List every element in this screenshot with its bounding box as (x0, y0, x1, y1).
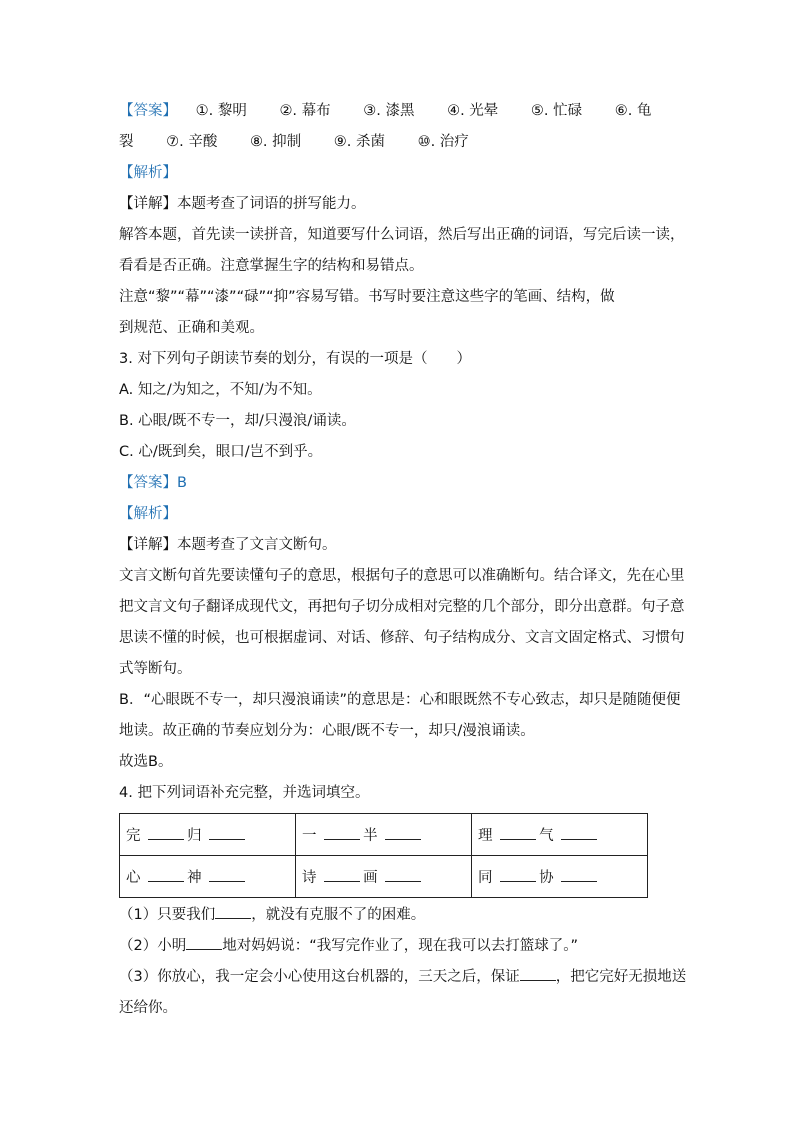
char: 诗 (302, 870, 317, 886)
answer-item: ②. 幕布 (279, 103, 331, 119)
paragraph-line: 解答本题，首先读一读拼音，知道要写什么词语，然后写出正确的词语，写完后读一读， (119, 227, 685, 243)
blank[interactable] (561, 825, 597, 840)
answer-item: ⑩. 治疗 (417, 134, 469, 150)
char: 气 (539, 828, 554, 844)
paragraph-line: 到规范、正确和美观。 (119, 320, 264, 336)
paragraph-line: 思读不懂的时候，也可根据虚词、对话、修辞、句子结构成分、文言文固定格式、习惯句 (119, 630, 685, 646)
detail-heading: 【详解】本题考查了词语的拼写能力。 (119, 196, 366, 212)
blank[interactable] (148, 867, 184, 882)
char: 归 (187, 828, 202, 844)
sentence-text: （2）小明 (119, 938, 187, 954)
char: 理 (478, 828, 493, 844)
table-cell (296, 856, 472, 898)
blank[interactable] (209, 867, 245, 882)
char: 神 (187, 870, 202, 886)
answer-item: ⑥. 龟 (614, 103, 652, 119)
answer-item: ⑤. 忙碌 (530, 103, 583, 119)
option-b: B. 心眼/既不专一，却/只漫浪/诵读。 (119, 413, 356, 429)
sentence-1 (119, 900, 679, 931)
blank[interactable] (209, 825, 245, 840)
answer-3-text: 【答案】B (119, 475, 187, 491)
option-a: A. 知之/为知之，不知/为不知。 (119, 382, 322, 398)
sentence-text: ，把它完好无损地送 (555, 969, 687, 985)
paragraph-line: B．“心眼既不专一，却只漫浪诵读”的意思是：心和眼既然不专心致志，却只是随随便便 (119, 692, 681, 708)
sentence-text: ，就没有克服不了的困难。 (251, 907, 426, 923)
blank[interactable] (385, 825, 421, 840)
paragraph-line: 看看是否正确。注意掌握生字的结构和易错点。 (119, 258, 424, 274)
sentence-2 (119, 931, 679, 962)
answer-3 (119, 468, 679, 499)
sentence-text: （1）只要我们 (119, 907, 216, 923)
blank[interactable] (385, 867, 421, 882)
blank[interactable] (561, 867, 597, 882)
analysis-tag: 【解析】 (119, 506, 177, 522)
answer-item: ①. 黎明 (195, 103, 247, 119)
answer-1-line-2 (119, 127, 679, 158)
char: 同 (478, 870, 493, 886)
detail-heading: 【详解】本题考查了文言文断句。 (119, 537, 337, 553)
paragraph-line: 注意“黎”“幕”“漆”“碌”“抑”容易写错。书写时要注意这些字的笔画、结构，做 (119, 289, 615, 305)
paragraph-line: 把文言文句子翻译成现代文，再把句子切分成相对完整的几个部分，即分出意群。句子意 (119, 599, 685, 615)
answer-item: 裂 (119, 134, 134, 150)
blank[interactable] (324, 825, 360, 840)
table-cell (472, 814, 648, 856)
table-row (120, 856, 648, 898)
answer-item: ③. 漆黑 (363, 103, 415, 119)
sentence-text: （3）你放心，我一定会小心使用这台机器的，三天之后，保证 (119, 969, 520, 985)
paragraph-line: 地读。故正确的节奏应划分为：心眼/既不专一，却只/漫浪诵读。 (119, 723, 535, 739)
question-4-stem: 4. 把下列词语补充完整，并选词填空。 (119, 785, 370, 801)
char: 画 (363, 870, 378, 886)
table-cell (296, 814, 472, 856)
blank[interactable] (500, 825, 536, 840)
paragraph-line: 故选B。 (119, 754, 173, 770)
answer-item: ⑧. 抑制 (249, 134, 302, 150)
answer-item: ④. 光晕 (447, 103, 499, 119)
sentence-3 (119, 962, 687, 993)
analysis-tag: 【解析】 (119, 165, 177, 181)
answer-item: ⑦. 辛酸 (166, 134, 218, 150)
table-cell (472, 856, 648, 898)
blank[interactable] (500, 867, 536, 882)
blank[interactable] (520, 966, 556, 981)
table-cell (120, 856, 296, 898)
question-3-stem: 3. 对下列句子朗读节奏的划分，有误的一项是（ ） (119, 351, 471, 367)
char: 心 (126, 870, 141, 886)
char: 完 (126, 828, 141, 844)
word-fill-table (119, 813, 648, 898)
paragraph-line: 式等断句。 (119, 661, 192, 677)
sentence-text: 地对妈妈说：“我写完作业了，现在我可以去打篮球了。” (222, 938, 579, 954)
table-row (120, 814, 648, 856)
answer-item: ⑨. 杀菌 (333, 134, 385, 150)
blank[interactable] (148, 825, 184, 840)
answer-1-line (119, 96, 679, 127)
char: 一 (302, 828, 317, 844)
answer-tag: 【答案】 (119, 103, 177, 119)
blank[interactable] (186, 935, 222, 950)
paragraph-line: 文言文断句首先要读懂句子的意思，根据句子的意思可以准确断句。结合译文，先在心里 (119, 568, 685, 584)
char: 协 (539, 870, 554, 886)
option-c: C. 心/既到矣，眼口/岂不到乎。 (119, 444, 323, 460)
char: 半 (363, 828, 378, 844)
document-page (119, 96, 687, 1024)
sentence-3-cont: 还给你。 (119, 1000, 177, 1016)
table-cell (120, 814, 296, 856)
blank[interactable] (324, 867, 360, 882)
blank[interactable] (215, 904, 251, 919)
